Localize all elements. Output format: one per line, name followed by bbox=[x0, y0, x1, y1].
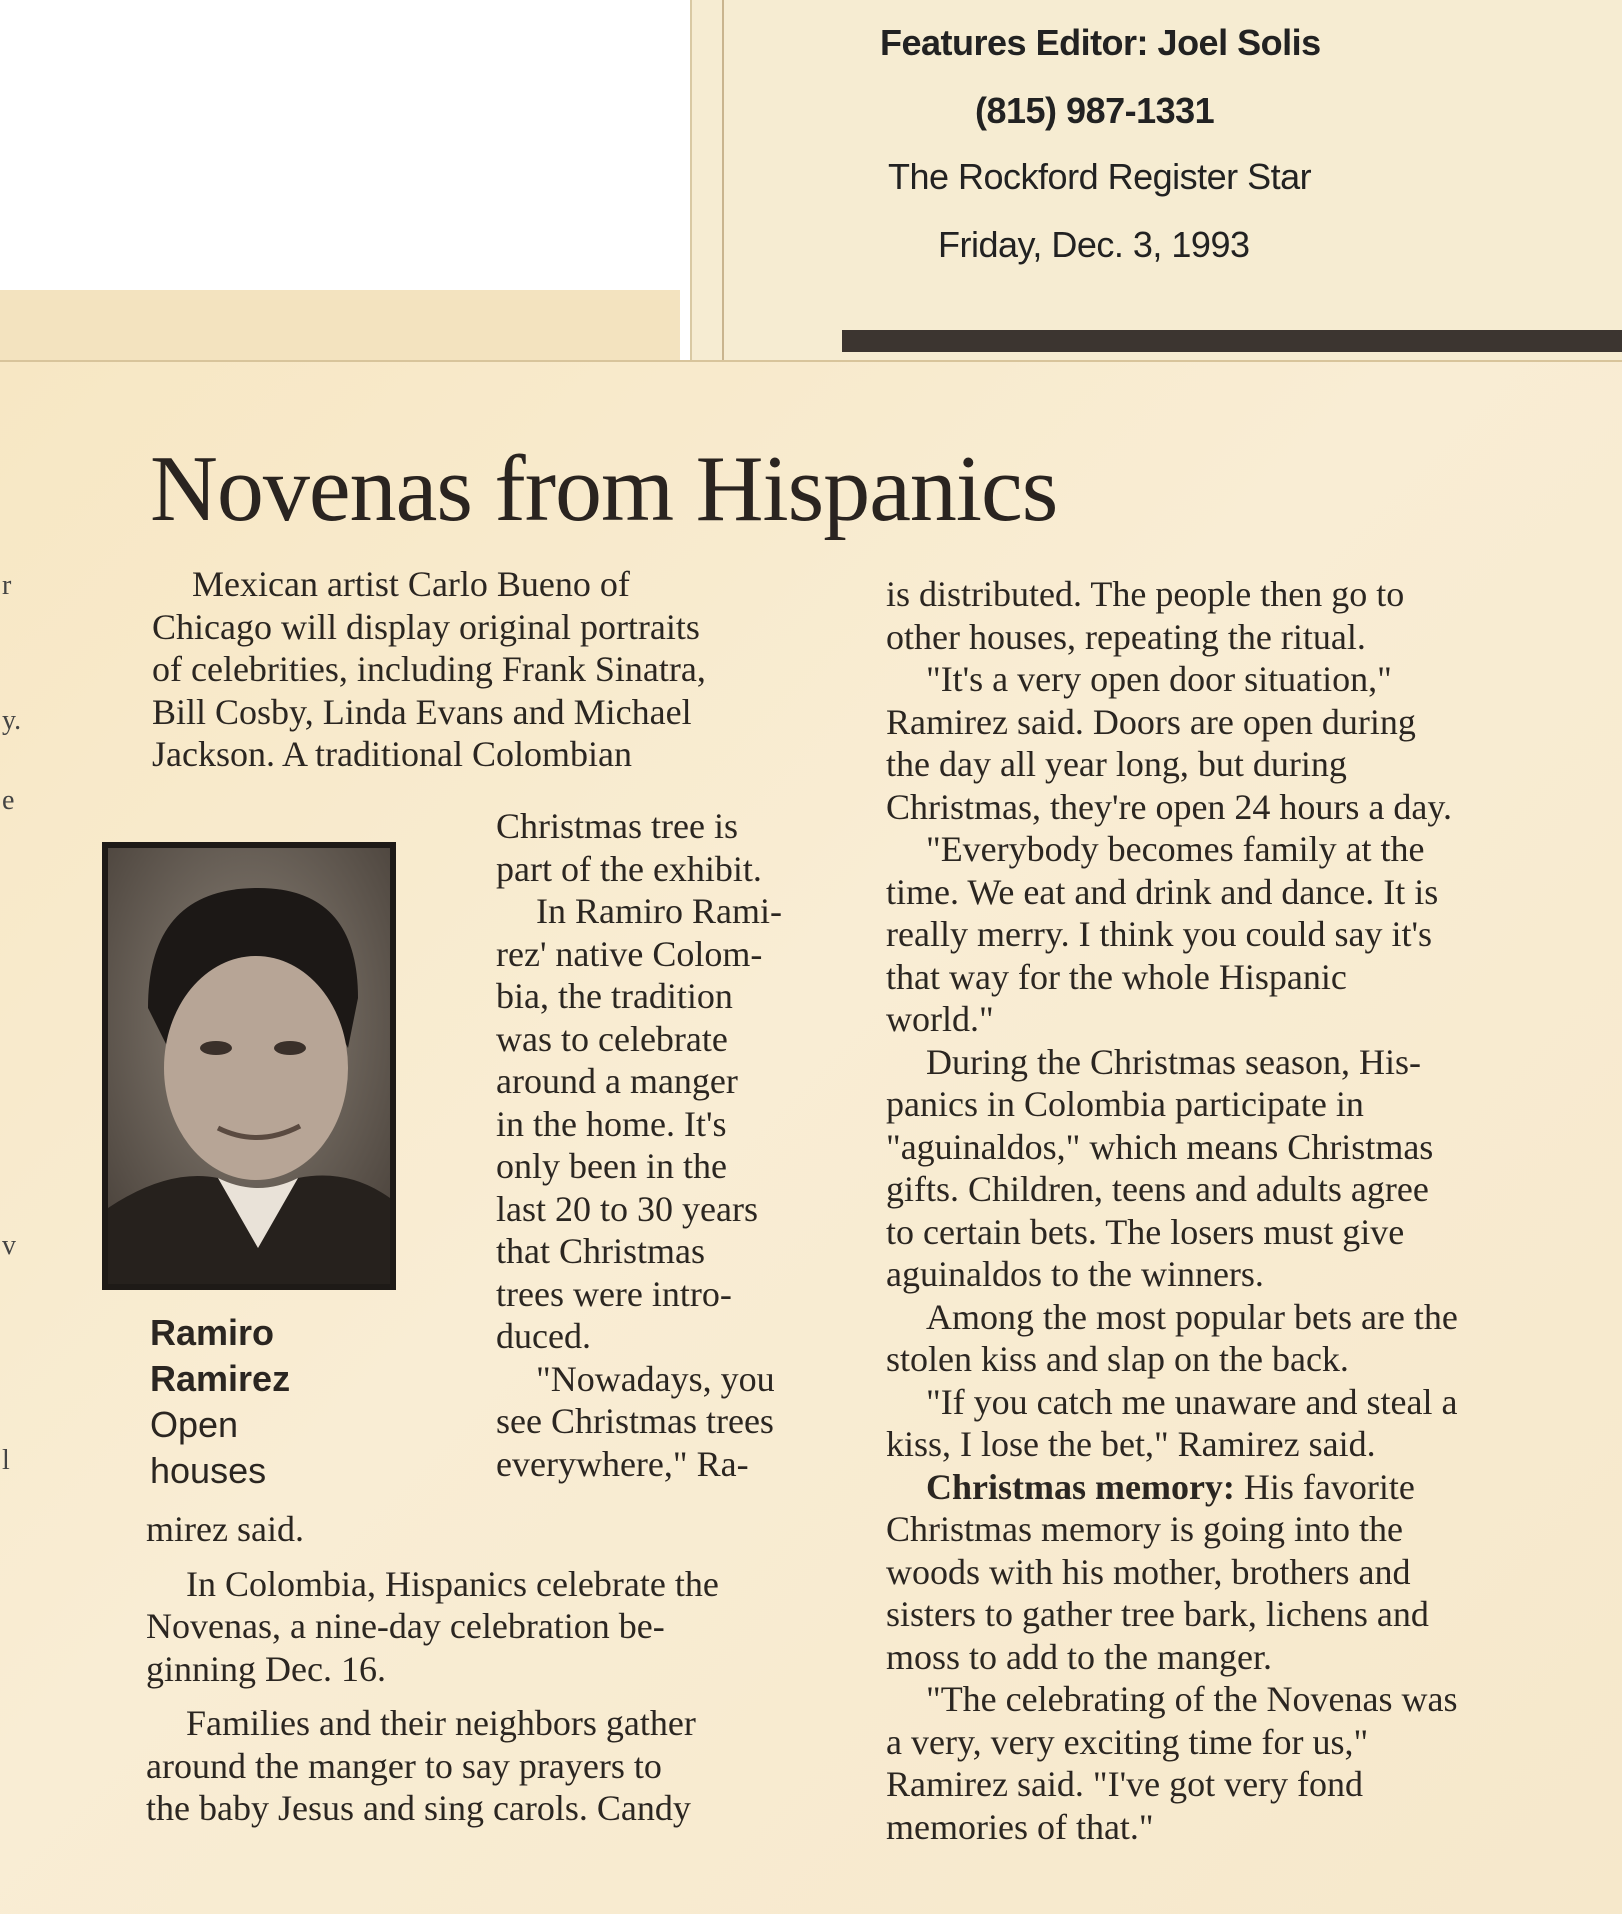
text-line: that Christmas bbox=[496, 1231, 705, 1271]
caption-description: houses bbox=[150, 1450, 267, 1491]
text-line: Chicago will display original portraits bbox=[152, 606, 700, 647]
text-line: kiss, I lose the bet," Ramirez said. bbox=[886, 1424, 1376, 1464]
text-line: trees were intro- bbox=[496, 1273, 732, 1314]
text-line: really merry. I think you could say it's bbox=[886, 914, 1433, 954]
edge-char: e bbox=[2, 785, 15, 816]
text-line: Ramirez said. Doors are open during bbox=[886, 701, 1416, 742]
text-line: Novenas, a nine-day celebration be- bbox=[146, 1606, 665, 1646]
text-line: memories of that." bbox=[886, 1806, 1154, 1847]
text-line: around the manger to say prayers to bbox=[146, 1745, 662, 1786]
text-line: In Colombia, Hispanics celebrate the bbox=[186, 1563, 719, 1604]
text-line: moss to add to the manger. bbox=[886, 1636, 1272, 1677]
text-line: aguinaldos to the winners. bbox=[886, 1254, 1264, 1294]
text-line: time. We eat and drink and dance. It is bbox=[886, 871, 1439, 912]
clipping-edge bbox=[722, 0, 724, 360]
text-line: to certain bets. The losers must give bbox=[886, 1211, 1405, 1252]
text-span: His favorite bbox=[1234, 1466, 1415, 1507]
text-line: Bill Cosby, Linda Evans and Michael bbox=[152, 691, 692, 732]
text-line: "Nowadays, you bbox=[536, 1358, 775, 1399]
text-line: sisters to gather tree bark, lichens and bbox=[886, 1594, 1429, 1634]
ramirez-photo bbox=[102, 842, 396, 1290]
text-line: Christmas memory is going into the bbox=[886, 1509, 1403, 1549]
text-line: last 20 to 30 years bbox=[496, 1188, 758, 1229]
text-line: only been in the bbox=[496, 1146, 727, 1186]
text-line: panics in Colombia participate in bbox=[886, 1084, 1364, 1124]
text-line: In Ramiro Rami- bbox=[536, 891, 782, 931]
left-edge-fragments bbox=[0, 540, 26, 1540]
edge-char: y. bbox=[2, 705, 22, 736]
publication-date: Friday, Dec. 3, 1993 bbox=[938, 224, 1250, 265]
newspaper-name: The Rockford Register Star bbox=[888, 156, 1312, 197]
text-line: "aguinaldos," which means Christmas bbox=[886, 1126, 1434, 1167]
text-line: woods with his mother, brothers and bbox=[886, 1551, 1411, 1592]
edge-char: v bbox=[2, 1230, 16, 1261]
text-line bbox=[886, 1466, 1571, 1509]
text-line: "Everybody becomes family at the bbox=[926, 829, 1425, 869]
subhead-christmas-memory: Christmas memory: bbox=[926, 1466, 1235, 1507]
text-line: duced. bbox=[496, 1316, 591, 1356]
text-line: Christmas, they're open 24 hours a day. bbox=[886, 786, 1453, 827]
text-line: Mexican artist Carlo Bueno of bbox=[192, 564, 630, 604]
text-line: bia, the tradition bbox=[496, 976, 733, 1016]
text-line: see Christmas trees bbox=[496, 1401, 774, 1441]
article-headline: Novenas from Hispanics bbox=[150, 437, 1058, 541]
text-line: During the Christmas season, His- bbox=[926, 1041, 1421, 1082]
phone-number: (815) 987-1331 bbox=[975, 90, 1215, 131]
text-line: Jackson. A traditional Colombian bbox=[152, 734, 632, 774]
text-line: everywhere," Ra- bbox=[496, 1443, 749, 1484]
text-line: in the home. It's bbox=[496, 1103, 727, 1144]
column1-narrow-text bbox=[496, 805, 841, 1485]
text-line: rez' native Colom- bbox=[496, 933, 763, 974]
text-line: was to celebrate bbox=[496, 1018, 728, 1059]
text-line: "The celebrating of the Novenas was bbox=[926, 1679, 1458, 1719]
edge-char: l bbox=[2, 1445, 10, 1476]
caption-name: Ramiro bbox=[150, 1312, 275, 1353]
text-line: the baby Jesus and sing carols. Candy bbox=[146, 1788, 691, 1828]
column2-text bbox=[886, 573, 1571, 1848]
text-line: Among the most popular bets are the bbox=[926, 1296, 1458, 1337]
text-line: the day all year long, but during bbox=[886, 744, 1347, 784]
text-line: mirez said. bbox=[146, 1509, 304, 1549]
column1-bottom-text bbox=[146, 1508, 846, 1830]
text-line: is distributed. The people then go to bbox=[886, 574, 1405, 614]
text-line: that way for the whole Hispanic bbox=[886, 956, 1347, 997]
text-line: of celebrities, including Frank Sinatra, bbox=[152, 649, 706, 689]
text-line: "It's a very open door situation," bbox=[926, 659, 1392, 699]
caption-description: Open bbox=[150, 1404, 239, 1445]
text-line: stolen kiss and slap on the back. bbox=[886, 1339, 1349, 1379]
text-line: around a manger bbox=[496, 1061, 738, 1101]
text-line: Christmas tree is bbox=[496, 806, 738, 846]
portrait-image bbox=[108, 848, 390, 1284]
text-line: other houses, repeating the ritual. bbox=[886, 616, 1366, 657]
header-rule bbox=[842, 330, 1622, 352]
column1-top-text bbox=[152, 563, 842, 776]
text-line: gifts. Children, teens and adults agree bbox=[886, 1169, 1429, 1209]
text-line: ginning Dec. 16. bbox=[146, 1648, 386, 1689]
text-line: Families and their neighbors gather bbox=[186, 1703, 696, 1743]
text-line: world." bbox=[886, 999, 994, 1039]
features-editor-line: Features Editor: Joel Solis bbox=[880, 22, 1321, 63]
edge-char: r bbox=[2, 570, 12, 601]
photo-caption bbox=[150, 1310, 410, 1494]
caption-name: Ramirez bbox=[150, 1358, 291, 1399]
text-line: part of the exhibit. bbox=[496, 848, 762, 889]
text-line: "If you catch me unaware and steal a bbox=[926, 1381, 1458, 1422]
text-line: Ramirez said. "I've got very fond bbox=[886, 1764, 1364, 1804]
text-line: a very, very exciting time for us," bbox=[886, 1721, 1369, 1762]
